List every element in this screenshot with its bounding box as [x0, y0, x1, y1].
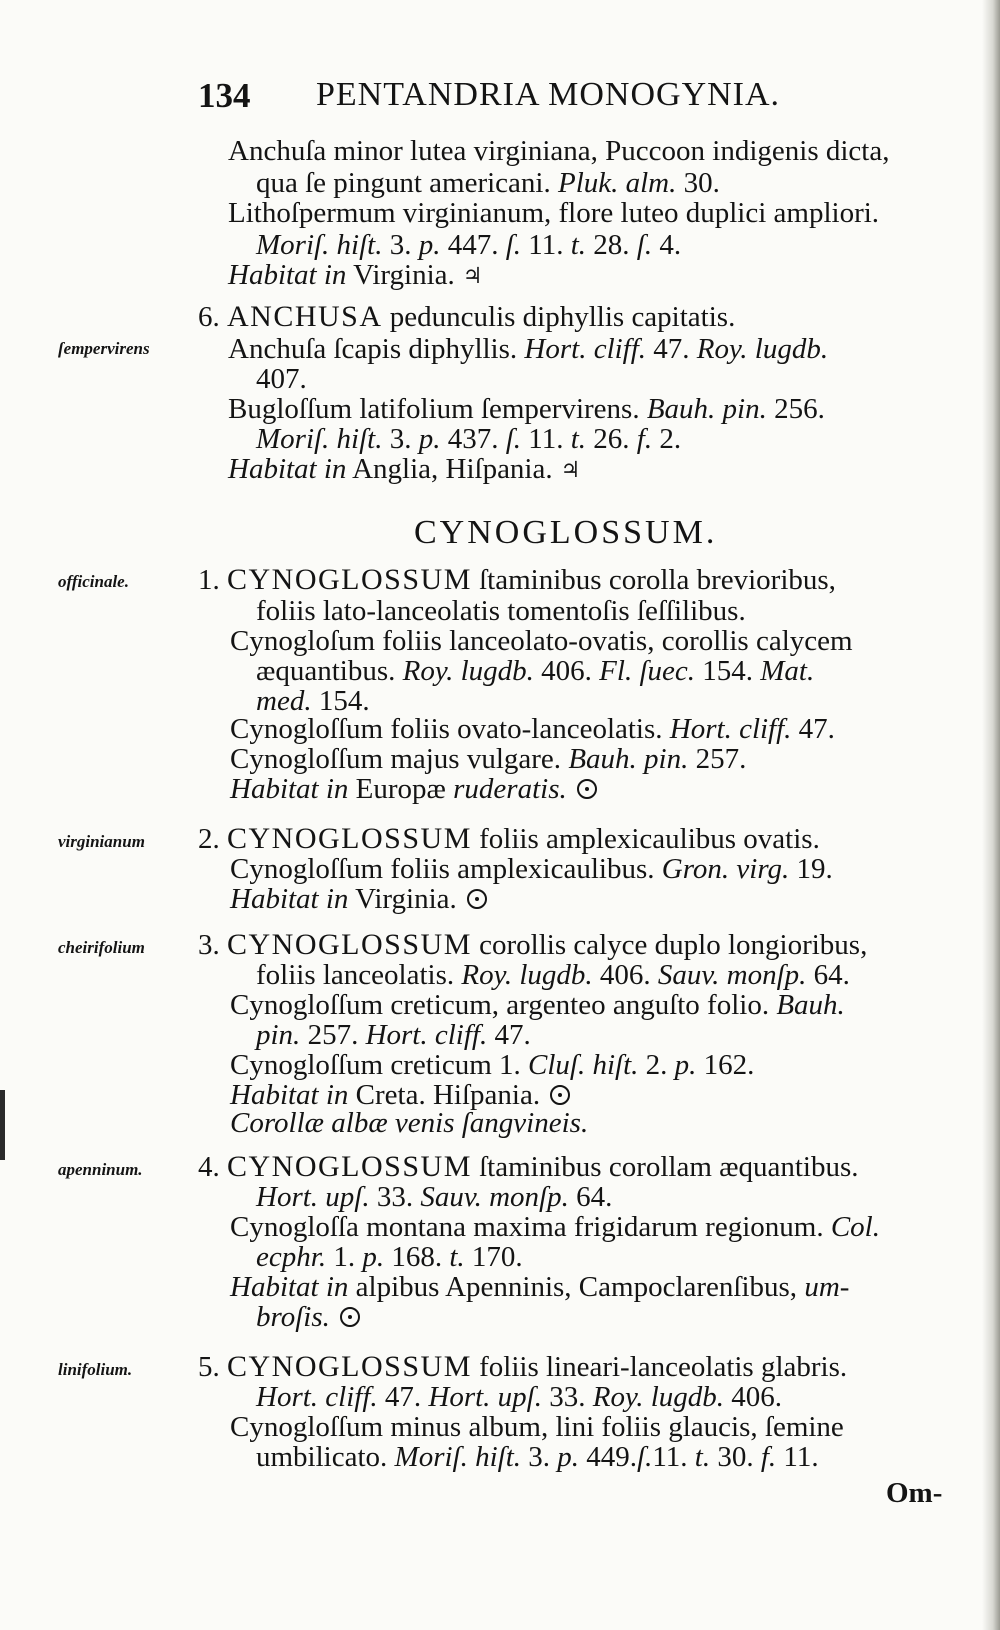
annual-sign-icon [340, 1307, 360, 1327]
habitat-line: Habitat in Anglia, Hiſpania. ♃ [228, 453, 581, 485]
text-line: umbilicato. Moriſ. hiſt. 3. p. 449.ſ.11. t. 30. f. 11. [256, 1441, 819, 1473]
species-line: 6. ANCHUSA pedunculis diphyllis capitatis. [198, 300, 736, 333]
page-number: 134 [198, 76, 251, 115]
text-line: æquantibus. Roy. lugdb. 406. Fl. ſuec. 154. Mat. [256, 655, 815, 687]
text-line: Anchuſa minor lutea virginiana, Puccoon indigenis dicta, [228, 135, 890, 167]
margin-name-cheirifolium: cheirifolium [58, 938, 145, 957]
habitat-line: Habitat in Virginia. [230, 882, 487, 916]
text-line: pin. 257. Hort. cliff. 47. [256, 1019, 531, 1051]
margin-name-sempervirens: ſempervirens [58, 339, 150, 358]
species-line: 5. CYNOGLOSSUM foliis lineari-lanceolatis glabris. [198, 1350, 848, 1383]
annual-sign-icon [550, 1085, 570, 1105]
text-line: ecphr. 1. p. 168. t. 170. [256, 1241, 523, 1273]
running-header [198, 76, 888, 122]
text-line: 407. [256, 363, 307, 395]
text-line: Cynogloſſa montana maxima frigidarum regionum. Col. [230, 1211, 880, 1243]
catchword: Om- [886, 1477, 943, 1509]
text-line: Cynogloſſum creticum 1. Cluſ. hiſt. 2. p. 162. [230, 1049, 755, 1081]
text-line: Anchuſa ſcapis diphyllis. Hort. cliff. 47. Roy. lugdb. [228, 333, 829, 365]
habitat-line: Habitat in alpibus Apenninis, Campoclarenſibus, um- [230, 1271, 850, 1303]
text-line: foliis lato-lanceolatis tomentoſis ſeſſilibus. [256, 595, 746, 627]
page-spine-shadow [982, 0, 1000, 1630]
text-line: Cynogloſſum minus album, lini foliis glaucis, ſemine [230, 1411, 844, 1443]
perennial-sign-icon: ♃ [560, 457, 581, 482]
text-line: Lithoſpermum virginianum, flore luteo duplici ampliori. [228, 197, 880, 229]
text-line: Cynogloſum foliis lanceolato-ovatis, corollis calycem [230, 625, 853, 657]
text-line: broſis. [256, 1300, 360, 1334]
text-line: Corollæ albæ venis ſangvineis. [230, 1107, 589, 1139]
text-line: Hort. cliff. 47. Hort. upſ. 33. Roy. lugdb. 406. [256, 1381, 783, 1413]
text-line: Cynogloſſum creticum, argenteo anguſto folio. Bauh. [230, 989, 845, 1021]
text-line: qua ſe pingunt americani. Pluk. alm. 30. [256, 167, 720, 199]
text-line: Cynogloſſum majus vulgare. Bauh. pin. 257. [230, 743, 747, 775]
text-line: Moriſ. hiſt. 3. p. 447. ſ. 11. t. 28. ſ. 4. [256, 229, 682, 261]
species-line: 2. CYNOGLOSSUM foliis amplexicaulibus ovatis. [198, 822, 820, 855]
habitat-line: Habitat in Virginia. ♃ [228, 259, 483, 291]
text-line: Hort. upſ. 33. Sauv. monſp. 64. [256, 1181, 613, 1213]
species-line: 1. CYNOGLOSSUM ſtaminibus corolla brevioribus, [198, 563, 836, 596]
genus-heading: CYNOGLOSSUM. [414, 514, 718, 551]
text-line: foliis lanceolatis. Roy. lugdb. 406. Sauv. monſp. 64. [256, 959, 850, 991]
margin-name-virginianum: virginianum [58, 832, 145, 851]
text-line: Moriſ. hiſt. 3. p. 437. ſ. 11. t. 26. f. 2. [256, 423, 682, 455]
species-line: 4. CYNOGLOSSUM ſtaminibus corollam æquantibus. [198, 1150, 859, 1183]
species-line: 3. CYNOGLOSSUM corollis calyce duplo longioribus, [198, 928, 868, 961]
text-line: Bugloſſum latifolium ſempervirens. Bauh. pin. 256. [228, 393, 825, 425]
text-line: Cynogloſſum foliis amplexicaulibus. Gron. virg. 19. [230, 853, 833, 885]
margin-name-linifolium: linifolium. [58, 1360, 133, 1379]
margin-name-officinale: officinale. [58, 572, 129, 591]
annual-sign-icon [577, 779, 597, 799]
edge-mark [0, 1090, 5, 1160]
perennial-sign-icon: ♃ [462, 263, 483, 288]
text-line: Cynogloſſum foliis ovato-lanceolatis. Hort. cliff. 47. [230, 713, 835, 745]
text-line: med. 154. [256, 685, 370, 717]
annual-sign-icon [467, 889, 487, 909]
habitat-line: Habitat in Europæ ruderatis. [230, 772, 597, 806]
habitat-line: Habitat in Creta. Hiſpania. [230, 1078, 570, 1112]
margin-name-apenninum: apenninum. [58, 1160, 143, 1179]
running-title: PENTANDRIA MONOGYNIA. [316, 76, 781, 113]
